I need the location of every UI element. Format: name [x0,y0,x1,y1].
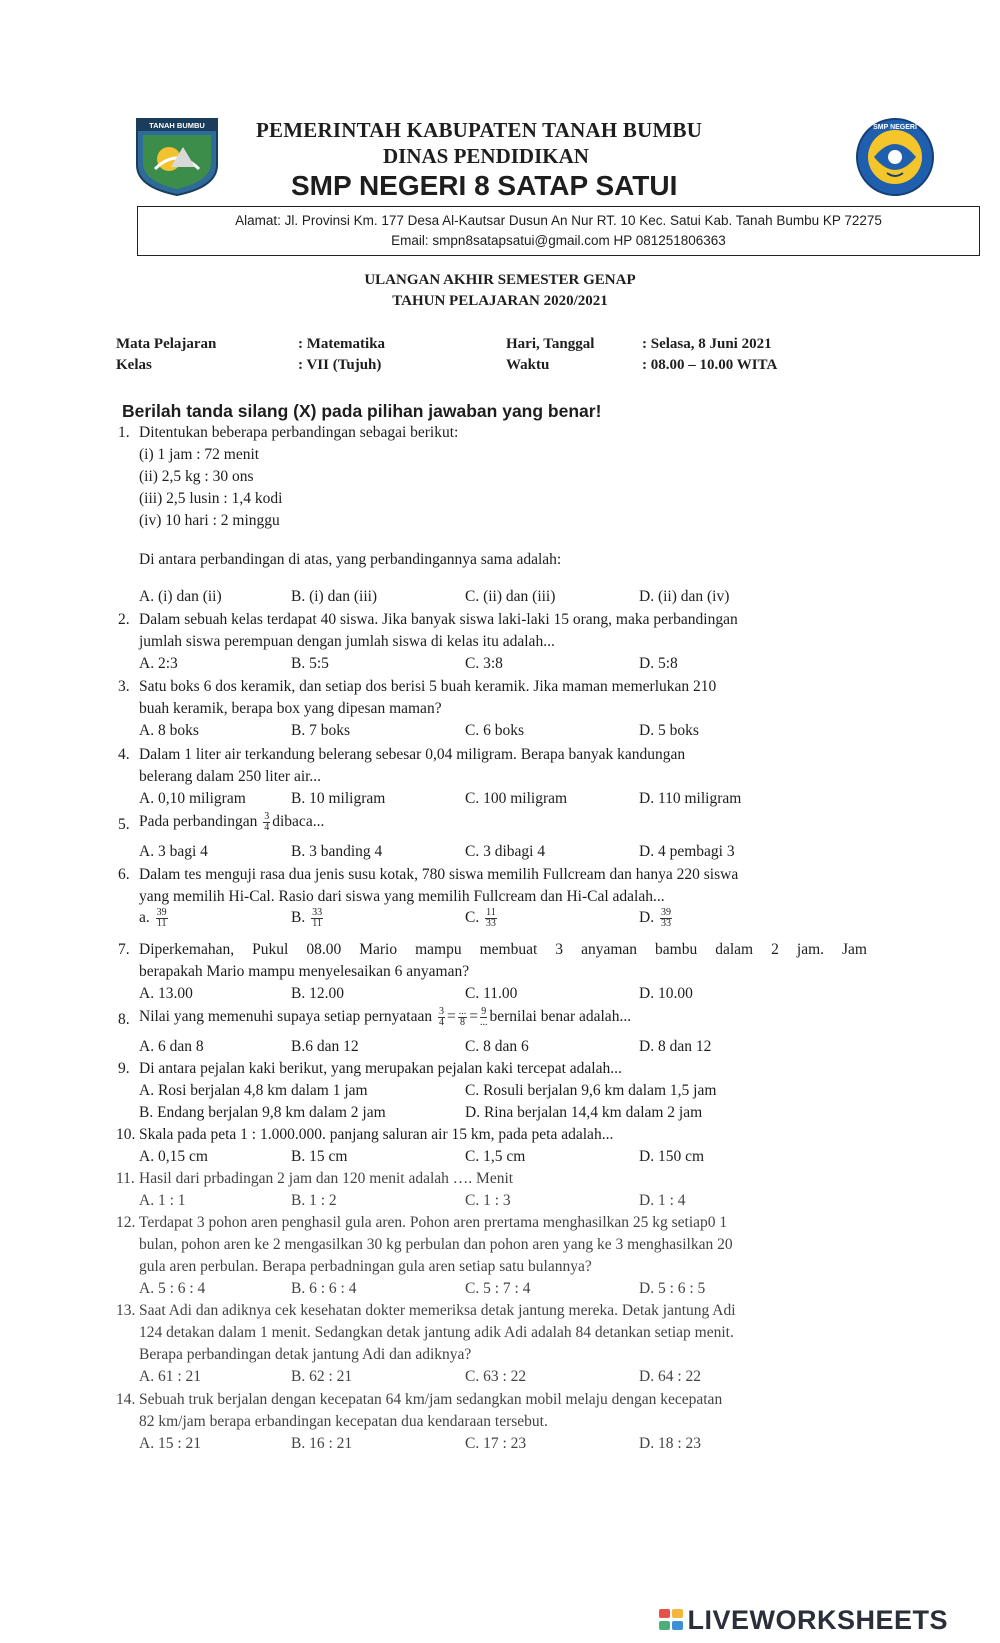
question-text: Berapa perbandingan detak jantung Adi dan adiknya? [139,1346,472,1363]
date-label: Hari, Tanggal [506,336,595,352]
question-number: 9. [118,1060,130,1077]
answer-option-d[interactable]: D. 5 : 6 : 5 [639,1280,706,1297]
answer-option-d[interactable]: D. 150 cm [639,1148,705,1165]
answer-option-d[interactable]: D. Rina berjalan 14,4 km dalam 2 jam [465,1104,703,1121]
question-text: bulan, pohon aren ke 2 mengasilkan 30 kg perbulan dan pohon aren yang ke 3 menghasilkan 20 [139,1236,733,1253]
answer-option-b[interactable]: B. 7 boks [291,722,350,739]
answer-option-b[interactable]: B.6 dan 12 [291,1038,359,1055]
liveworksheets-brand: LIVEWORKSHEETS [687,1605,948,1635]
time-label: Waktu [506,357,550,373]
fraction: $\frac{39}{33}$ [660,907,671,929]
left-logo-text: TANAH BUMBU [149,121,205,130]
email-line: Email: smpn8satapsatui@gmail.com HP 081251806363 [391,233,726,248]
subject-value: : Matematika [298,336,386,352]
answer-option-b[interactable]: B. Endang berjalan 9,8 km dalam 2 jam [139,1104,386,1121]
answer-option-a[interactable]: a. $\frac{39}{11}$ [139,907,167,929]
header-department: DINAS PENDIDIKAN [383,144,589,168]
question-number: 12. [116,1214,136,1231]
question-text: belerang dalam 250 liter air... [139,768,322,785]
answer-option-d[interactable]: D. 10.00 [639,985,693,1002]
answer-option-c[interactable]: C. 1 : 3 [465,1192,511,1209]
answer-option-a[interactable]: A. 0,15 cm [139,1148,208,1165]
question-text: 124 detakan dalam 1 menit. Sedangkan detak jantung adik Adi adalah 84 detankan setiap menit. [139,1324,734,1341]
question-number: 13. [116,1302,136,1319]
question-text: Dalam 1 liter air terkandung belerang sebesar 0,04 miligram. Berapa banyak kandungan [139,746,686,763]
answer-option-c[interactable]: C. 100 miligram [465,790,568,807]
answer-option-c[interactable]: C. 3 dibagi 4 [465,843,546,860]
date-value: : Selasa, 8 Juni 2021 [642,336,772,352]
answer-option-a[interactable]: A. 13.00 [139,985,193,1002]
question-text-pre: Pada perbandingan [139,813,258,831]
question-number: 3. [118,678,130,695]
answer-option-c[interactable]: C. $\frac{11}{33}$ [465,907,496,929]
answer-option-c[interactable]: C. 63 : 22 [465,1368,527,1385]
question-number: 11. [116,1170,135,1187]
question-text: Nilai yang memenuhi supaya setiap pernyataan $\frac{3}{4}$ = $\frac{...}{8}$ = $\frac{9}{...}$ bernilai benar adalah... [139,1006,632,1028]
address-box [137,206,980,256]
exam-year: TAHUN PELAJARAN 2020/2021 [392,293,608,309]
question-number: 4. [118,746,130,763]
answer-option-a[interactable]: A. 3 bagi 4 [139,843,208,860]
fraction: $\frac{3}{4}$ [264,811,270,833]
answer-option-c[interactable]: C. 17 : 23 [465,1435,527,1452]
question-text-post: dibaca... [272,813,325,831]
list-item: (i) 1 jam : 72 menit [139,446,260,463]
question-text: Saat Adi dan adiknya cek kesehatan dokter memeriksa detak jantung mereka. Detak jantung Adi [139,1302,736,1319]
fraction: $\frac{33}{11}$ [312,907,323,929]
answer-option-b[interactable]: B. 6 : 6 : 4 [291,1280,357,1297]
liveworksheets-logo[interactable] [659,1605,948,1636]
question-text: jumlah siswa perempuan dengan jumlah siswa di kelas itu adalah... [139,633,555,650]
class-label: Kelas [116,357,152,373]
answer-option-d[interactable]: D. 5 boks [639,722,699,739]
answer-option-c[interactable]: C. (ii) dan (iii) [465,588,556,605]
question-prompt: Di antara perbandingan di atas, yang perbandingannya sama adalah: [139,551,562,568]
header-school-name: SMP NEGERI 8 SATAP SATUI [291,170,678,201]
fraction: $\frac{...}{8}$ [458,1006,467,1028]
answer-option-a[interactable]: A. 1 : 1 [139,1192,186,1209]
answer-option-c[interactable]: C. 6 boks [465,722,524,739]
answer-option-a[interactable]: A. (i) dan (ii) [139,588,222,605]
header-government: PEMERINTAH KABUPATEN TANAH BUMBU [256,118,703,142]
answer-option-b[interactable]: B. 12.00 [291,985,344,1002]
answer-option-b[interactable]: B. 62 : 21 [291,1368,353,1385]
question-text: Terdapat 3 pohon aren penghasil gula aren. Pohon aren prertama menghasilkan 25 kg setiap0 1 [139,1214,728,1231]
question-text: Di antara pejalan kaki berikut, yang merupakan pejalan kaki tercepat adalah... [139,1060,622,1077]
answer-option-b[interactable]: B. 15 cm [291,1148,348,1165]
answer-option-d[interactable]: D. $\frac{39}{33}$ [639,907,671,929]
exam-title: ULANGAN AKHIR SEMESTER GENAP [364,272,636,288]
question-number: 14. [116,1391,136,1408]
question-text: berapakah Mario mampu menyelesaikan 6 anyaman? [139,963,470,980]
question-text: buah keramik, berapa box yang dipesan maman? [139,700,442,717]
answer-option-a[interactable]: A. 2:3 [139,655,178,672]
fraction: $\frac{11}{33}$ [485,907,496,929]
answer-option-d[interactable]: D. 4 pembagi 3 [639,843,735,860]
fraction: $\frac{3}{4}$ [438,1006,444,1028]
instruction: Berilah tanda silang (X) pada pilihan jawaban yang benar! [122,401,602,421]
question-text: Diperkemahan, Pukul 08.00 Mario mampu membuat 3 anyaman bambu dalam 2 jam. Jam [139,941,867,958]
answer-option-d[interactable]: D. 64 : 22 [639,1368,701,1385]
answer-option-a[interactable]: A. 5 : 6 : 4 [139,1280,206,1297]
class-value: : VII (Tujuh) [298,357,382,373]
question-text: Dalam sebuah kelas terdapat 40 siswa. Jika banyak siswa laki-laki 15 orang, maka perbandingan [139,611,738,628]
answer-option-a[interactable]: A. 0,10 miligram [139,790,246,807]
question-text: Skala pada peta 1 : 1.000.000. panjang saluran air 15 km, pada peta adalah... [139,1126,614,1143]
fraction: $\frac{39}{11}$ [156,907,167,929]
answer-option-b[interactable]: B. (i) dan (iii) [291,588,378,605]
time-value: : 08.00 – 10.00 WITA [642,357,778,373]
question-text: gula aren perbulan. Berapa perbadningan gula aren setiap satu bulannya? [139,1258,592,1275]
question-text: Dalam tes menguji rasa dua jenis susu kotak, 780 siswa memilih Fullcream dan hanya 220 siswa [139,866,739,883]
question-text: Satu boks 6 dos keramik, dan setiap dos berisi 5 buah keramik. Jika maman memerlukan 210 [139,678,717,695]
answer-option-d[interactable]: D. 110 miligram [639,790,742,807]
answer-option-c[interactable]: C. Rosuli berjalan 9,6 km dalam 1,5 jam [465,1082,717,1099]
answer-option-d[interactable]: D. 8 dan 12 [639,1038,712,1055]
question-text: Sebuah truk berjalan dengan kecepatan 64 km/jam sedangkan mobil melaju dengan kecepatan [139,1391,723,1408]
answer-option-a[interactable]: A. 8 boks [139,722,199,739]
question-text: Hasil dari prbadingan 2 jam dan 120 menit adalah …. Menit [139,1170,514,1187]
question-number: 7. [118,941,130,958]
answer-option-b[interactable]: B. $\frac{33}{11}$ [291,907,323,929]
liveworksheets-mark-icon [659,1609,685,1631]
question-number: 10. [116,1126,136,1143]
answer-option-a[interactable]: A. 15 : 21 [139,1435,201,1452]
question-text: Ditentukan beberapa perbandingan sebagai berikut: [139,424,459,441]
answer-option-d[interactable]: D. (ii) dan (iv) [639,588,730,605]
answer-option-d[interactable]: D. 18 : 23 [639,1435,701,1452]
question-number: 8. [118,1011,130,1028]
answer-option-c[interactable]: C. 3:8 [465,655,503,672]
answer-option-d[interactable]: D. 5:8 [639,655,678,672]
question-number: 5. [118,816,130,833]
question-text: yang memilih Hi-Cal. Rasio dari siswa yang memilih Fullcream dan Hi-Cal adalah... [139,888,665,905]
question-number: 2. [118,611,130,628]
answer-option-c[interactable]: C. 5 : 7 : 4 [465,1280,531,1297]
list-item: (iii) 2,5 lusin : 1,4 kodi [139,490,283,507]
list-item: (iv) 10 hari : 2 minggu [139,512,280,529]
answer-option-d[interactable]: D. 1 : 4 [639,1192,686,1209]
question-text: 82 km/jam berapa erbandingan kecepatan dua kendaraan tersebut. [139,1413,548,1430]
answer-option-b[interactable]: B. 3 banding 4 [291,843,383,860]
question-text [139,812,324,833]
answer-option-c[interactable]: C. 11.00 [465,985,518,1002]
answer-option-a[interactable]: A. 61 : 21 [139,1368,201,1385]
right-logo [854,117,936,197]
fraction: $\frac{9}{...}$ [479,1006,488,1028]
question-number: 6. [118,866,130,883]
subject-label: Mata Pelajaran [116,336,217,352]
address-line: Alamat: Jl. Provinsi Km. 177 Desa Al-Kautsar Dusun An Nur RT. 10 Kec. Satui Kab. Tanah Bumbu KP 72275 [235,213,882,228]
answer-option-c[interactable]: C. 1,5 cm [465,1148,526,1165]
answer-option-b[interactable]: B. 16 : 21 [291,1435,353,1452]
answer-option-b[interactable]: B. 10 miligram [291,790,386,807]
answer-option-a[interactable]: A. 6 dan 8 [139,1038,204,1055]
right-logo-text: SMP NEGERI [873,124,917,131]
answer-option-b[interactable]: B. 5:5 [291,655,329,672]
left-logo [133,117,221,197]
answer-option-b[interactable]: B. 1 : 2 [291,1192,337,1209]
answer-option-a[interactable]: A. Rosi berjalan 4,8 km dalam 1 jam [139,1082,368,1099]
question-number: 1. [118,424,130,441]
list-item: (ii) 2,5 kg : 30 ons [139,468,254,485]
answer-option-c[interactable]: C. 8 dan 6 [465,1038,529,1055]
